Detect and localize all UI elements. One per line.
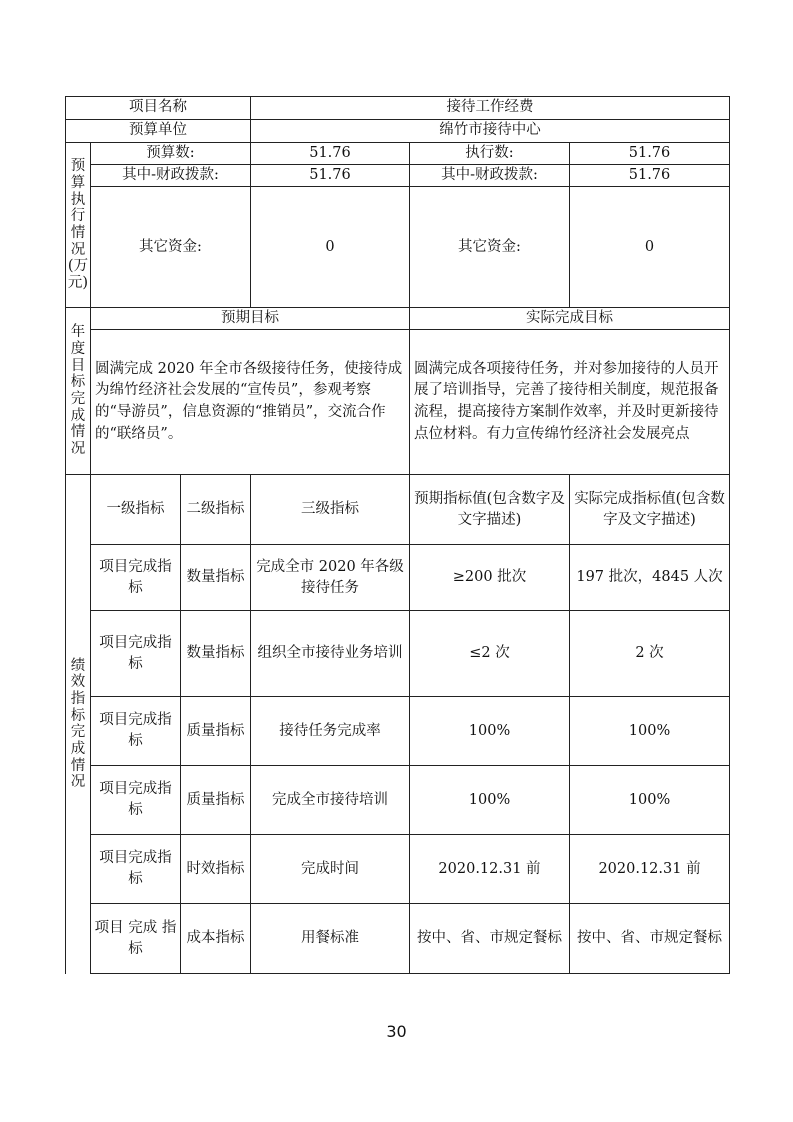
level2-cell: 质量指标 <box>181 766 251 835</box>
performance-table <box>65 96 730 974</box>
other-budget-value: 0 <box>251 187 410 308</box>
expected-value-cell: 100% <box>410 766 570 835</box>
level1-cell: 项目 完成 指标 <box>91 904 181 974</box>
project-name-label: 项目名称 <box>66 97 251 120</box>
actual-value-cell: 100% <box>570 697 730 766</box>
level3-cell: 完成全市接待培训 <box>251 766 410 835</box>
actual-value-cell: 2020.12.31 前 <box>570 835 730 904</box>
header-level1: 一级指标 <box>91 475 181 545</box>
expected-value-cell: 2020.12.31 前 <box>410 835 570 904</box>
budget-side-label: 预 算 执 行 情 况 (万 元) <box>66 143 91 308</box>
other-exec-value: 0 <box>570 187 730 308</box>
header-level2: 二级指标 <box>181 475 251 545</box>
row-perf-header <box>66 475 730 545</box>
level3-cell: 接待任务完成率 <box>251 697 410 766</box>
level1-cell: 项目完成指标 <box>91 545 181 611</box>
level3-cell: 完成时间 <box>251 835 410 904</box>
other-exec-label: 其它资金: <box>410 187 570 308</box>
level2-cell: 质量指标 <box>181 697 251 766</box>
expected-target-header: 预期目标 <box>91 308 410 330</box>
table-row <box>66 766 730 835</box>
table-row <box>66 697 730 766</box>
fiscal-label: 其中-财政拨款: <box>91 165 251 187</box>
page-number: 30 <box>386 1022 407 1041</box>
other-label: 其它资金: <box>91 187 251 308</box>
table-row <box>66 835 730 904</box>
row-annual-header <box>66 308 730 330</box>
fiscal-budget-value: 51.76 <box>251 165 410 187</box>
level3-cell: 组织全市接待业务培训 <box>251 611 410 697</box>
row-budget-other <box>66 187 730 308</box>
actual-value-cell: 2 次 <box>570 611 730 697</box>
fiscal-exec-value: 51.76 <box>570 165 730 187</box>
level1-cell: 项目完成指标 <box>91 697 181 766</box>
header-level3: 三级指标 <box>251 475 410 545</box>
level1-cell: 项目完成指标 <box>91 835 181 904</box>
level3-cell: 用餐标准 <box>251 904 410 974</box>
expected-target-text: 圆满完成 2020 年全市各级接待任务，使接待成为绵竹经济社会发展的“宣传员”，参观考察的“导游员”，信息资源的“推销员”，交流合作的“联络员”。 <box>91 330 410 475</box>
actual-target-header: 实际完成目标 <box>410 308 730 330</box>
table-row <box>66 611 730 697</box>
actual-value-cell: 197 批次，4845 人次 <box>570 545 730 611</box>
actual-value-cell: 按中、省、市规定餐标 <box>570 904 730 974</box>
annual-side-label: 年 度 目 标 完 成 情 况 <box>66 308 91 475</box>
expected-value-cell: ≤2 次 <box>410 611 570 697</box>
level2-cell: 成本指标 <box>181 904 251 974</box>
budget-unit-value: 绵竹市接待中心 <box>251 120 730 143</box>
budget-value: 51.76 <box>251 143 410 165</box>
header-expected-value: 预期指标值(包含数字及文字描述) <box>410 475 570 545</box>
fiscal-exec-label: 其中-财政拨款: <box>410 165 570 187</box>
level1-cell: 项目完成指标 <box>91 611 181 697</box>
level2-cell: 数量指标 <box>181 545 251 611</box>
level2-cell: 数量指标 <box>181 611 251 697</box>
level1-cell: 项目完成指标 <box>91 766 181 835</box>
expected-value-cell: 100% <box>410 697 570 766</box>
perf-side-label: 绩 效 指 标 完 成 情 况 <box>66 475 91 974</box>
exec-value: 51.76 <box>570 143 730 165</box>
actual-target-text: 圆满完成各项接待任务，并对参加接待的人员开展了培训指导，完善了接待相关制度，规范报备流程，提高接待方案制作效率，并及时更新接待点位材料。有力宣传绵竹经济社会发展亮点 <box>410 330 730 475</box>
row-budget-fiscal <box>66 165 730 187</box>
header-actual-value: 实际完成指标值(包含数字及文字描述) <box>570 475 730 545</box>
row-project-name <box>66 97 730 120</box>
actual-value-cell: 100% <box>570 766 730 835</box>
level3-cell: 完成全市 2020 年各级接待任务 <box>251 545 410 611</box>
table-row <box>66 904 730 974</box>
row-budget-unit <box>66 120 730 143</box>
row-annual-content <box>66 330 730 475</box>
project-name-value: 接待工作经费 <box>251 97 730 120</box>
budget-unit-label: 预算单位 <box>66 120 251 143</box>
table-row <box>66 545 730 611</box>
expected-value-cell: ≥200 批次 <box>410 545 570 611</box>
budget-label: 预算数: <box>91 143 251 165</box>
row-budget-total <box>66 143 730 165</box>
level2-cell: 时效指标 <box>181 835 251 904</box>
exec-label: 执行数: <box>410 143 570 165</box>
expected-value-cell: 按中、省、市规定餐标 <box>410 904 570 974</box>
